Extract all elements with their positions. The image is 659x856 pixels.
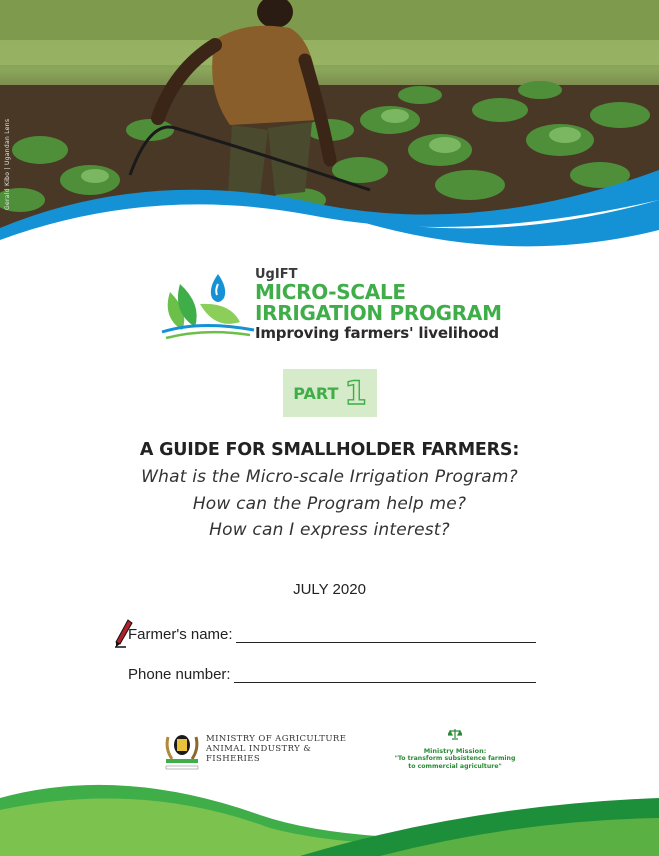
publication-date: JULY 2020 xyxy=(293,581,366,598)
photo-credit: Gerald Kibo | Ugandan Lens xyxy=(4,118,11,210)
part-badge xyxy=(283,369,377,417)
mission-line1: "To transform subsistence farming xyxy=(394,755,516,762)
ministry-name-line2: ANIMAL INDUSTRY & xyxy=(206,744,312,754)
phone-number-label: Phone number: xyxy=(128,666,231,683)
ministry-name-line3: FISHERIES xyxy=(206,754,261,764)
mission-title: Ministry Mission: xyxy=(423,747,487,755)
guide-question: How can the Program help me? xyxy=(192,494,467,514)
part-number: 1 xyxy=(344,374,367,412)
ministry-logo xyxy=(162,727,346,771)
farmer-name-line[interactable] xyxy=(236,628,536,643)
farmer-name-field[interactable] xyxy=(128,626,536,643)
program-logo-text xyxy=(255,268,502,342)
program-title-line2: IRRIGATION PROGRAM xyxy=(255,301,502,325)
leaf-water-drop-icon xyxy=(160,272,255,347)
brand-name: UgIFT xyxy=(255,267,298,282)
ministry-name-line1: MINISTRY OF AGRICULTURE xyxy=(206,734,347,744)
ministry-mission xyxy=(390,727,520,771)
coat-of-arms-icon xyxy=(162,727,202,771)
part-label: PART xyxy=(293,383,339,403)
guide-question: What is the Micro-scale Irrigation Program? xyxy=(141,467,518,487)
guide-question: How can I express interest? xyxy=(209,520,450,540)
program-tagline: Improving farmers' livelihood xyxy=(255,324,499,342)
phone-number-field[interactable] xyxy=(128,666,536,683)
phone-number-line[interactable] xyxy=(234,668,536,683)
mission-line2: to commercial agriculture" xyxy=(408,763,502,770)
program-title-line1: MICRO-SCALE xyxy=(255,280,406,304)
cover-photo xyxy=(0,0,659,280)
scales-icon xyxy=(448,728,462,740)
bottom-wave-decoration xyxy=(0,770,659,856)
guide-title: A GUIDE FOR SMALLHOLDER FARMERS: xyxy=(139,440,520,460)
farmer-name-label: Farmer's name: xyxy=(128,626,233,643)
